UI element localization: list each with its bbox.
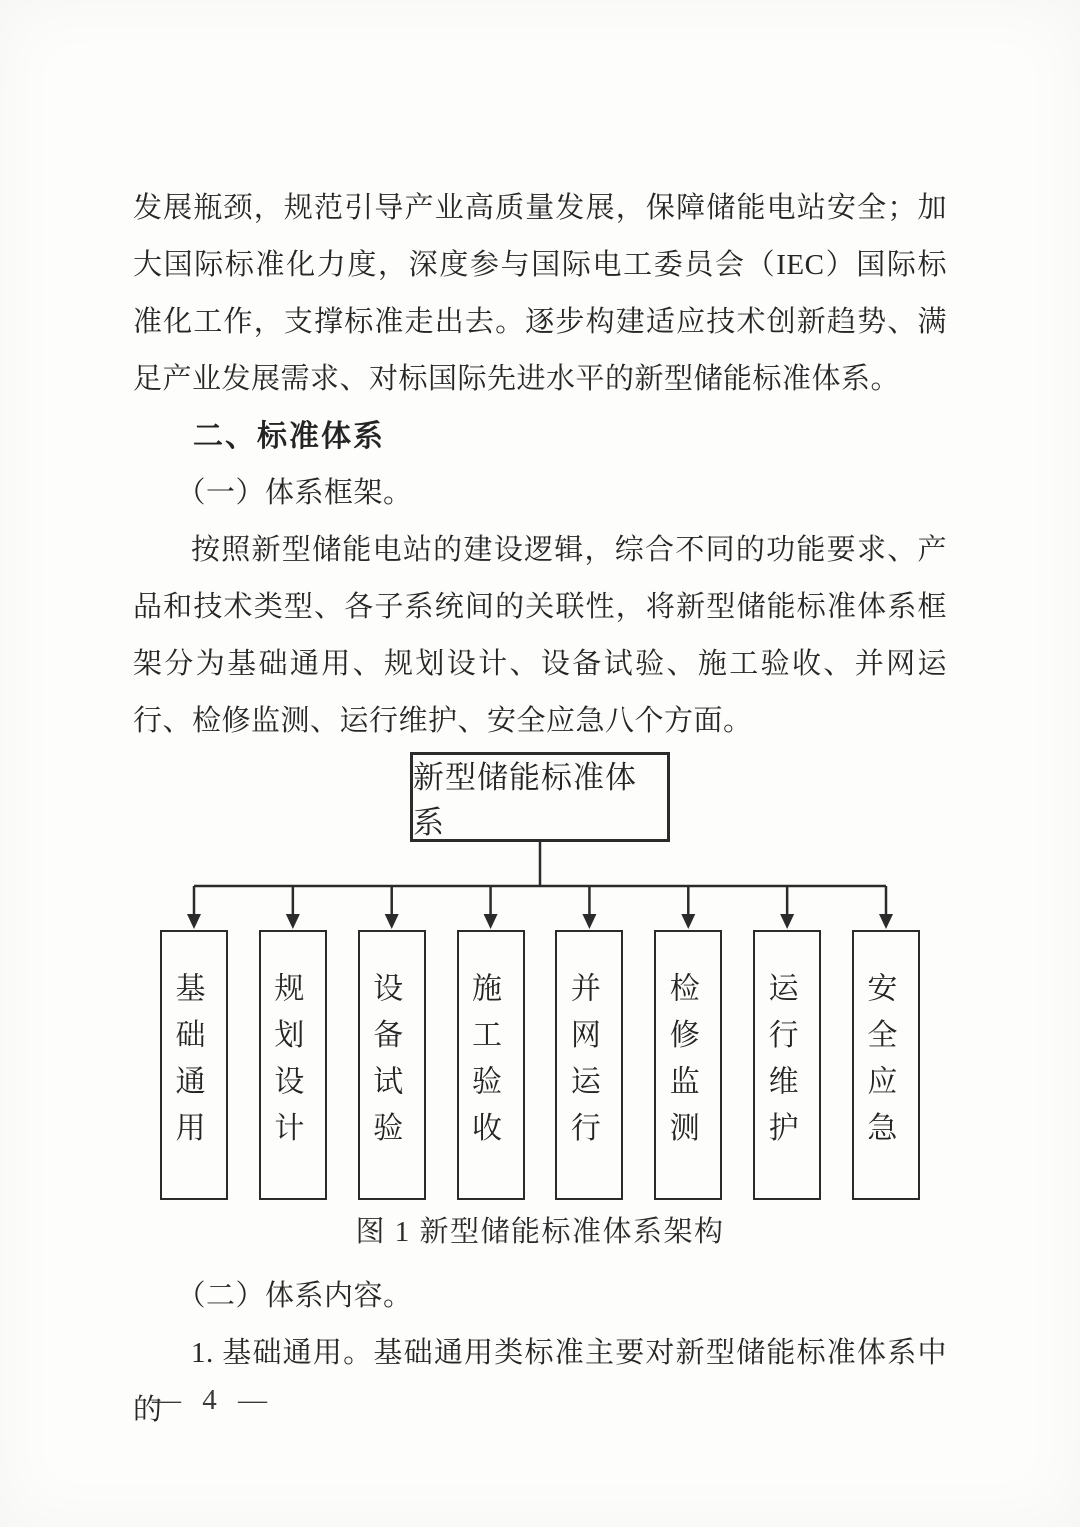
paragraph-framework: 按照新型储能电站的建设逻辑，综合不同的功能要求、产品和技术类型、各子系统间的关联性，将新型储能标准体系框架分为基础通用、规划设计、设备试验、施工验收、并网运行、检修监测、运行维护、安全应急八个方面。 — [133, 534, 947, 737]
org-chart-node — [259, 930, 327, 1200]
org-chart-leaf-row — [160, 930, 920, 1200]
org-chart-node — [160, 930, 228, 1200]
org-chart-root-box — [410, 752, 670, 842]
org-chart-node — [457, 930, 525, 1200]
org-chart-node-label: 检修监测 — [664, 972, 698, 1158]
org-chart-node-label: 设备试验 — [368, 972, 402, 1158]
paragraph-policy-continuation: 发展瓶颈，规范引导产业高质量发展，保障储能电站安全；加大国际标准化力度，深度参与国际电工委员会（IEC）国际标准化工作，支撑标准走出去。逐步构建适应技术创新趋势、满足产业发展需求、对标国际先进水平的新型储能标准体系。 — [133, 192, 947, 395]
org-chart-root-label: 新型储能标准体系 — [413, 760, 637, 840]
org-chart-node — [358, 930, 426, 1200]
org-chart-node — [753, 930, 821, 1200]
org-chart-node-label: 基础通用 — [170, 972, 204, 1158]
connector-lines-icon — [160, 842, 920, 930]
section-heading-standard-system: 二、标准体系 — [193, 420, 385, 453]
org-chart-node-label: 安全应急 — [862, 972, 896, 1158]
org-chart-node — [852, 930, 920, 1200]
page-number: — 4 — — [152, 1384, 274, 1416]
org-chart-node-label: 运行维护 — [763, 972, 797, 1158]
page-content — [133, 0, 947, 1439]
org-chart-node — [555, 930, 623, 1200]
org-chart-node-label: 规划设计 — [269, 972, 303, 1158]
paragraph-basic-general: 1. 基础通用。基础通用类标准主要对新型储能标准体系中的 — [133, 1337, 947, 1426]
org-chart-node-label: 施工验收 — [467, 972, 501, 1158]
figure-standard-system-chart — [160, 752, 920, 1255]
org-chart-node — [654, 930, 722, 1200]
org-chart-node-label: 并网运行 — [565, 972, 599, 1158]
subsection-heading-framework: （一）体系框架。 — [176, 477, 413, 509]
subsection-heading-content: （二）体系内容。 — [176, 1280, 413, 1312]
figure-caption: 图 1 新型储能标准体系架构 — [355, 1216, 725, 1248]
